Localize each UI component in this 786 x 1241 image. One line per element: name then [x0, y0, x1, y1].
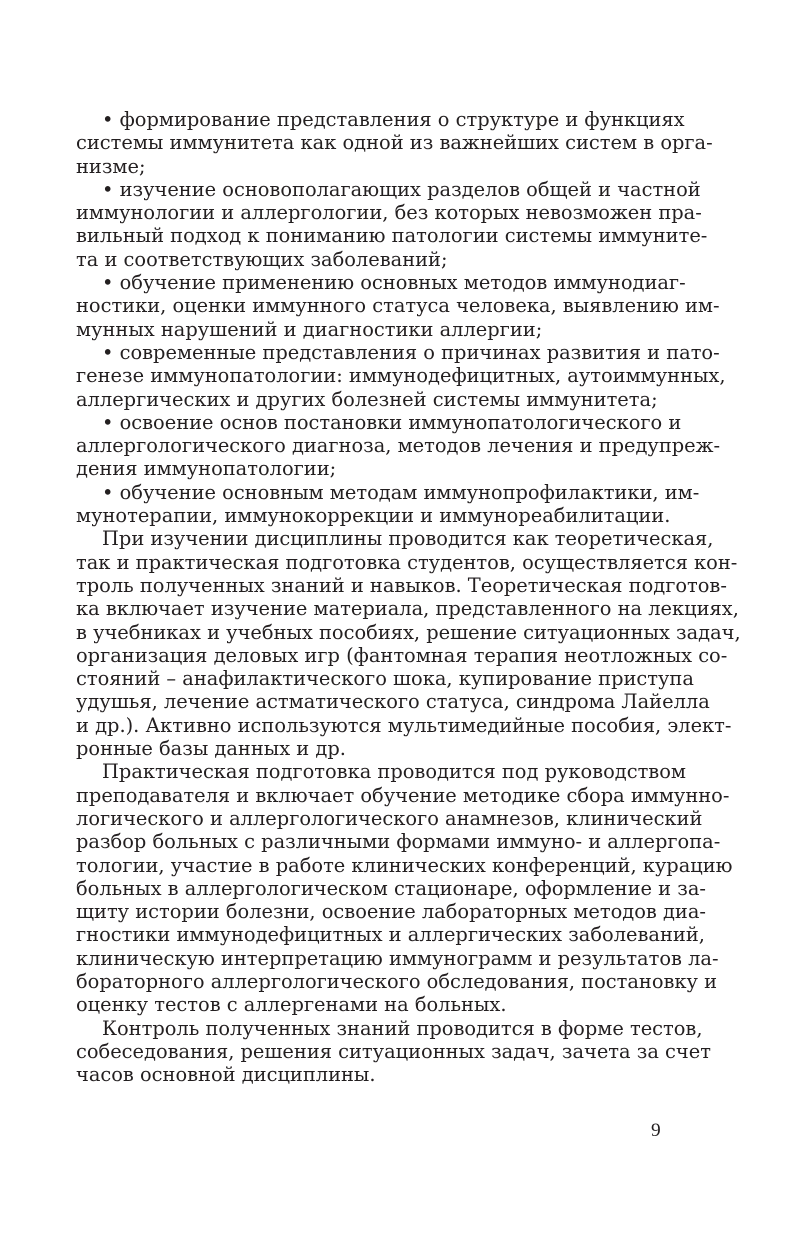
paragraph-control: [76, 1016, 711, 1087]
text-line: бораторного аллергологического обследования, постановку и: [76, 969, 718, 993]
text-line: • изучение основополагающих разделов общей и частной: [102, 177, 701, 201]
text-line: • современные представления о причинах развития и пато-: [102, 340, 720, 364]
text-line: • обучение применению основных методов иммунодиаг-: [102, 271, 686, 295]
text-line: логического и аллергологического анамнезов, клинический: [76, 806, 703, 830]
page-number: 9: [651, 1120, 661, 1141]
text-line: аллергологического диагноза, методов лечения и предупреж-: [76, 434, 721, 458]
text-line: дения иммунопатологии;: [76, 457, 337, 481]
text-line: стояний – анафилактического шока, купирование приступа: [76, 667, 694, 691]
bullet-item-4: [76, 340, 726, 411]
text-line: низме;: [76, 154, 146, 178]
text-line: преподавателя и включает обучение методике сбора иммунно-: [76, 783, 730, 807]
text-line: троль полученных знаний и навыков. Теоретическая подготов-: [76, 573, 727, 597]
text-line: больных в аллергологическом стационаре, оформление и за-: [76, 876, 706, 900]
text-line: При изучении дисциплины проводится как теоретическая,: [102, 527, 714, 551]
text-line: мунотерапии, иммунокоррекции и иммунореабилитации.: [76, 504, 671, 528]
text-line: • обучение основным методам иммунопрофилактики, им-: [102, 480, 700, 504]
text-line: мунных нарушений и диагностики аллергии;: [76, 317, 543, 341]
page-body: [76, 108, 741, 1087]
bullet-item-1: [76, 108, 713, 178]
text-line: системы иммунитета как одной из важнейших систем в орга-: [76, 131, 713, 155]
text-line: Контроль полученных знаний проводится в форме тестов,: [102, 1016, 703, 1040]
bullet-item-6: [76, 480, 700, 528]
text-line: та и соответствующих заболеваний;: [76, 247, 448, 271]
text-line: часов основной дисциплины.: [76, 1063, 376, 1087]
text-line: разбор больных с различными формами иммуно- и аллергопа-: [76, 830, 721, 854]
text-line: клиническую интерпретацию иммунограмм и результатов ла-: [76, 946, 719, 970]
text-line: гностики иммунодефицитных и аллергических заболеваний,: [76, 923, 705, 947]
text-line: удушья, лечение астматического статуса, синдрома Лайелла: [76, 690, 710, 714]
text-line: ностики, оценки иммунного статуса человека, выявлению им-: [76, 294, 720, 318]
text-line: аллергических и других болезней системы иммунитета;: [76, 387, 658, 411]
text-line: и др.). Активно используются мультимедийные пособия, элект-: [76, 713, 732, 737]
text-line: тологии, участие в работе клинических конференций, курацию: [76, 853, 733, 877]
text-line: ка включает изучение материала, представленного на лекциях,: [76, 597, 739, 621]
paragraph-practical: [76, 760, 733, 1017]
text-line: щиту истории болезни, освоение лабораторных методов диа-: [76, 900, 706, 924]
text-line: организация деловых игр (фантомная терапия неотложных со-: [76, 643, 728, 667]
text-line: вильный подход к пониманию патологии системы иммунитe-: [76, 224, 708, 248]
text-line: • формирование представления о структуре и функциях: [102, 108, 685, 131]
text-line: • освоение основ постановки иммунопатологического и: [102, 410, 682, 434]
text-line: генезе иммунопатологии: иммунодефицитных, аутоиммунных,: [76, 364, 726, 388]
paragraph-training: [76, 527, 741, 761]
text-line: иммунологии и аллергологии, без которых невозможен пра-: [76, 201, 702, 225]
text-line: Практическая подготовка проводится под руководством: [102, 760, 686, 784]
bullet-item-2: [76, 177, 708, 271]
text-line: так и практическая подготовка студентов, осуществляется кон-: [76, 550, 738, 574]
bullet-item-5: [76, 410, 721, 481]
text-line: собеседования, решения ситуационных задач, зачета за счет: [76, 1039, 711, 1063]
bullet-item-3: [76, 271, 720, 341]
text-line: оценку тестов с аллергенами на больных.: [76, 993, 507, 1017]
text-line: в учебниках и учебных пособиях, решение ситуационных задач,: [76, 620, 741, 644]
text-line: ронные базы данных и др.: [76, 737, 346, 761]
